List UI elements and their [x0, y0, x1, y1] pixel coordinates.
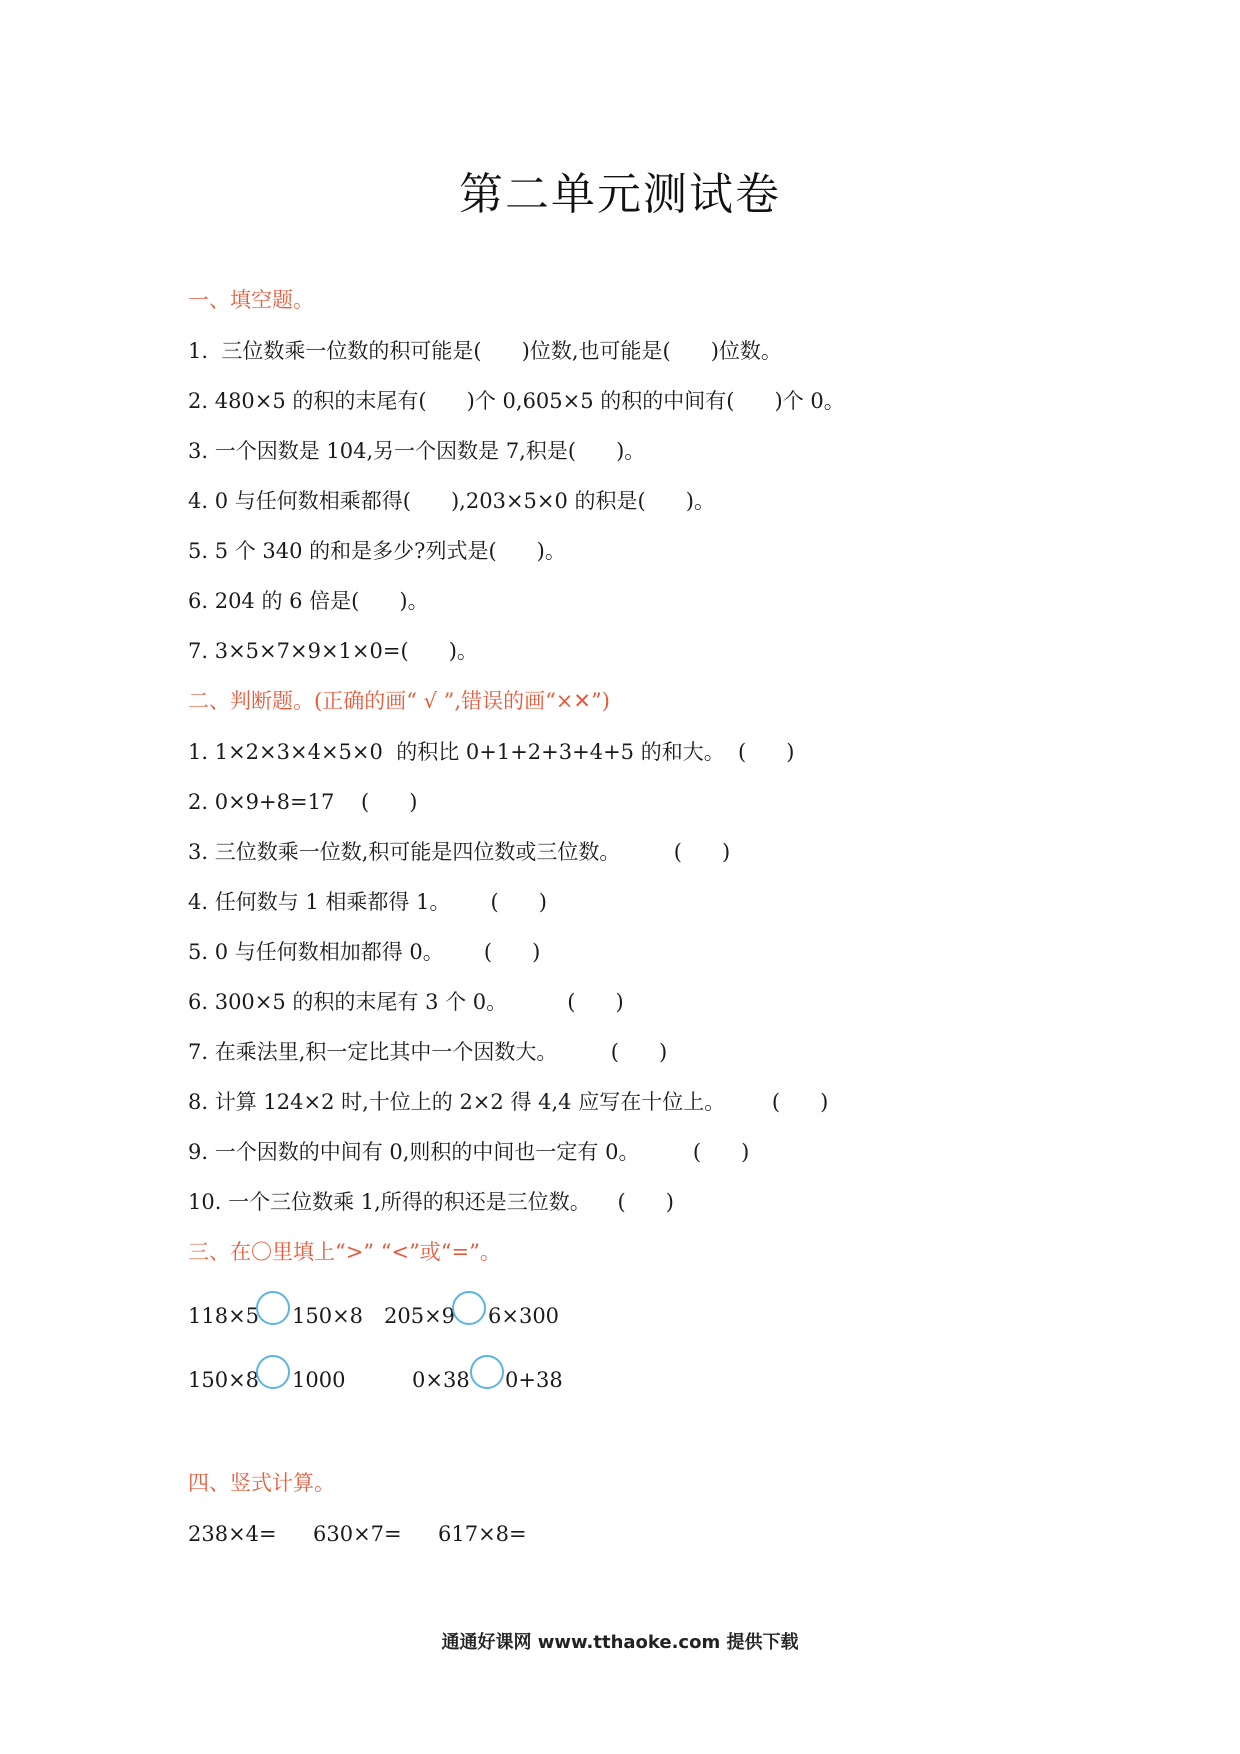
fill-item-4: 4. 0 与任何数相乘都得( ),203×5×0 的积是( )。	[188, 489, 715, 513]
judge-item-3: 3. 三位数乘一位数,积可能是四位数或三位数。 ( )	[188, 840, 731, 864]
judge-item-7: 7. 在乘法里,积一定比其中一个因数大。 ( )	[188, 1040, 668, 1064]
judge-item-10: 10. 一个三位数乘 1,所得的积还是三位数。 ( )	[188, 1190, 674, 1214]
footer-download-note: 通通好课网 www.tthaoke.com 提供下载	[441, 1632, 799, 1653]
compare-4-left: 0×38	[412, 1368, 470, 1392]
section2-heading: 二、判断题。(正确的画“ √ ”,错误的画“×✕”)	[188, 689, 610, 713]
fill-item-5: 5. 5 个 340 的和是多少?列式是( )。	[188, 539, 566, 563]
vertical-problem-2: 630×7=	[313, 1522, 402, 1546]
vertical-problem-1: 238×4=	[188, 1522, 277, 1546]
compare-2-right: 6×300	[488, 1304, 560, 1328]
fill-item-1: 1. 三位数乘一位数的积可能是( )位数,也可能是( )位数。	[188, 339, 782, 363]
compare-1-right: 150×8	[292, 1304, 364, 1328]
compare-2-left: 205×9	[384, 1304, 456, 1328]
fill-item-3: 3. 一个因数是 104,另一个因数是 7,积是( )。	[188, 439, 646, 463]
section4-heading: 四、竖式计算。	[188, 1471, 335, 1495]
judge-item-5: 5. 0 与任何数相加都得 0。 ( )	[188, 940, 541, 964]
section3-heading: 三、在〇里填上“>” “<”或“=”。	[188, 1240, 501, 1264]
vertical-problem-3: 617×8=	[438, 1522, 527, 1546]
compare-4-circle[interactable]	[470, 1355, 504, 1389]
judge-item-8: 8. 计算 124×2 时,十位上的 2×2 得 4,4 应写在十位上。 ( )	[188, 1090, 829, 1114]
judge-item-9: 9. 一个因数的中间有 0,则积的中间也一定有 0。 ( )	[188, 1140, 750, 1164]
judge-item-4: 4. 任何数与 1 相乘都得 1。 ( )	[188, 890, 547, 914]
compare-4-right: 0+38	[505, 1368, 563, 1392]
compare-3-circle[interactable]	[256, 1355, 290, 1389]
page-title: 第二单元测试卷	[459, 169, 781, 220]
judge-item-6: 6. 300×5 的积的末尾有 3 个 0。 ( )	[188, 990, 624, 1014]
compare-1-circle[interactable]	[256, 1291, 290, 1325]
judge-item-2: 2. 0×9+8=17 ( )	[188, 790, 418, 814]
compare-3-right: 1000	[292, 1368, 346, 1392]
fill-item-2: 2. 480×5 的积的末尾有( )个 0,605×5 的积的中间有( )个 0。	[188, 389, 845, 413]
compare-1-left: 118×5	[188, 1304, 260, 1328]
compare-2-circle[interactable]	[452, 1291, 486, 1325]
judge-item-1: 1. 1×2×3×4×5×0 的积比 0+1+2+3+4+5 的和大。 ( )	[188, 740, 795, 764]
compare-3-left: 150×8	[188, 1368, 260, 1392]
section1-heading: 一、填空题。	[188, 288, 314, 312]
fill-item-6: 6. 204 的 6 倍是( )。	[188, 589, 429, 613]
fill-item-7: 7. 3×5×7×9×1×0=( )。	[188, 639, 478, 663]
